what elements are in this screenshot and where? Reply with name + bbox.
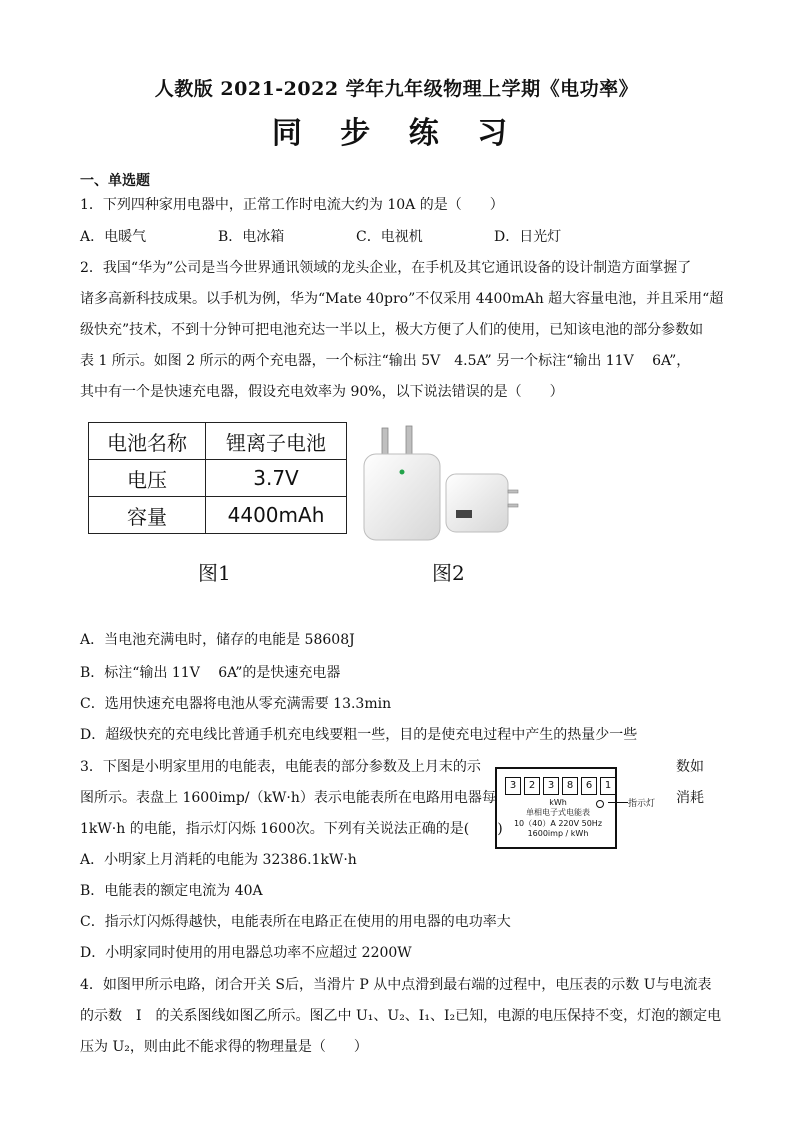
section-heading: 一、单选题: [80, 173, 150, 189]
figure-2-caption: 图2: [432, 561, 465, 585]
question-2-line: 表 1 所示。如图 2 所示的两个充电器，一个标注“输出 5V 4.5A” 另一个标注“输出 11V 6A”，: [80, 353, 691, 369]
fast-charger-body: [364, 454, 440, 540]
question-3-line-end: 消耗: [676, 790, 704, 806]
question-4-line: 的示数 I 的关系图线如图乙所示。图乙中 U₁、U₂、I₁、I₂已知，电源的电压保持不变，灯泡的额定电: [80, 1008, 722, 1024]
meter-digit: 3: [543, 777, 559, 795]
table-cell: 容量: [89, 497, 206, 534]
question-2-option-b: B．标注“输出 11V 6A”的是快速充电器: [80, 665, 341, 681]
table-cell: 电池名称: [89, 423, 206, 460]
meter-digit: 6: [581, 777, 597, 795]
page-subtitle: 同 步 练 习: [271, 116, 522, 151]
question-1-stem: 1．下列四种家用电器中，正常工作时电流大约为 10A 的是（ ）: [80, 197, 504, 213]
meter-unit: kWh: [549, 798, 567, 807]
meter-digit: 1: [600, 777, 616, 795]
question-4-line: 4．如图甲所示电路，闭合开关 S后，当滑片 P 从中点滑到最右端的过程中，电压表的示数 U与电流表: [80, 977, 712, 993]
charger-prong: [406, 426, 412, 456]
meter-imp: 1600imp / kWh: [527, 829, 589, 838]
charger-prong: [508, 490, 518, 493]
question-2-line: 其中有一个是快速充电器，假设充电效率为 90%，以下说法错误的是（ ）: [80, 384, 564, 400]
question-2-line: 级快充”技术，不到十分钟可把电池充达一半以上，极大方便了人们的使用，已知该电池的部分参数如: [80, 322, 704, 338]
table-cell: 锂离子电池: [206, 423, 347, 460]
indicator-lamp-icon: [596, 800, 604, 808]
question-3-line: 3．下图是小明家里用的电能表，电能表的部分参数及上月末的示: [80, 759, 481, 775]
figure-1-caption: 图1: [198, 561, 231, 585]
battery-parameter-table: [88, 422, 347, 534]
indicator-pointer-line: [608, 802, 628, 803]
question-2-option-d: D．超级快充的充电线比普通手机充电线要粗一些，目的是使充电过程中产生的热量少一些: [80, 727, 638, 743]
question-1-option-b: B．电冰箱: [218, 229, 285, 245]
table-row: [89, 423, 347, 460]
question-2-line: 2．我国“华为”公司是当今世界通讯领域的龙头企业，在手机及其它通讯设备的设计制造方面掌握了: [80, 260, 692, 276]
table-row: [89, 460, 347, 497]
question-3-line: 1kW·h 的电能，指示灯闪烁 1600次。下列有关说法正确的是( ): [80, 821, 503, 837]
charger-prong: [508, 504, 518, 507]
question-3-option-a: A．小明家上月消耗的电能为 32386.1kW·h: [80, 852, 357, 868]
question-3-option-d: D．小明家同时使用的用电器总功率不应超过 2200W: [80, 945, 412, 961]
page-title: 人教版 2021-2022 学年九年级物理上学期《电功率》: [154, 78, 639, 100]
meter-digit: 2: [524, 777, 540, 795]
question-3-option-c: C．指示灯闪烁得越快，电能表所在电路正在使用的用电器的电功率大: [80, 914, 511, 930]
charger-prong: [382, 428, 388, 456]
charger-indicator-light: [400, 470, 405, 475]
question-1-option-c: C．电视机: [356, 229, 423, 245]
question-2-option-c: C．选用快速充电器将电池从零充满需要 13.3min: [80, 696, 392, 712]
meter-digit: 8: [562, 777, 578, 795]
usb-port: [456, 510, 472, 518]
meter-name: 单相电子式电能表: [526, 808, 590, 817]
question-3-line: 图所示。表盘上 1600imp/（kW·h）表示电能表所在电路用电器每: [80, 790, 496, 806]
table-cell: 电压: [89, 460, 206, 497]
table-row: [89, 497, 347, 534]
question-1-option-a: A．电暖气: [80, 229, 147, 245]
question-1-option-d: D．日光灯: [494, 229, 562, 245]
question-1-options: [80, 227, 561, 247]
question-3-option-b: B．电能表的额定电流为 40A: [80, 883, 263, 899]
charger-illustration: [360, 424, 530, 544]
meter-digit: 3: [505, 777, 521, 795]
table-cell: 4400mAh: [206, 497, 347, 534]
question-3-line-end: 数如: [676, 759, 704, 775]
question-4-line: 压为 U₂，则由此不能求得的物理量是（ ）: [80, 1039, 368, 1055]
question-2-option-a: A．当电池充满电时，储存的电能是 58608J: [80, 632, 355, 648]
meter-spec: 10（40）A 220V 50Hz: [513, 819, 603, 828]
question-2-line: 诸多高新科技成果。以手机为例，华为“Mate 40pro”不仅采用 4400mAh 超大容量电池，并且采用“超: [80, 291, 724, 307]
standard-charger-body: [446, 474, 508, 532]
table-cell: 3.7V: [206, 460, 347, 497]
meter-reading: [505, 777, 619, 795]
indicator-lamp-label: 指示灯: [628, 799, 656, 809]
electric-meter-figure: [495, 767, 617, 849]
